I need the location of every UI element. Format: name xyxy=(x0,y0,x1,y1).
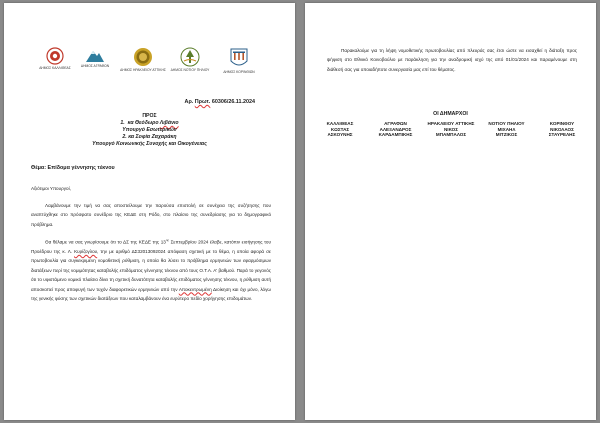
mayors-signatures xyxy=(313,121,589,138)
logo-label: ΔΗΜΟΣ ΚΑΛΛΙΘΕΑΣ xyxy=(39,66,71,70)
paragraph-2 xyxy=(31,236,271,303)
mountain-emblem-icon xyxy=(85,47,105,63)
mayor-signature xyxy=(424,121,478,138)
mayors-heading: ΟΙ ΔΗΜΑΡΧΟΙ xyxy=(433,111,468,117)
mayor-last-name: ΣΤΑΥΡΕΛΗΣ xyxy=(548,132,576,138)
recipient-1-role: Υπουργό Εσωτερικών xyxy=(122,127,177,133)
par2-part-a: Θα θέλαμε να σας γνωρίσουμε ότι το ΔΣ της ΚΕΔΕ της 13 xyxy=(45,239,166,245)
ref-number: 60306/26.11.2024 xyxy=(211,99,255,105)
logo-label: ΔΗΜΟΣ ΗΡΑΚΛΕΙΟΥ ΑΤΤΙΚΗΣ xyxy=(120,68,166,72)
document-page-1 xyxy=(4,3,295,420)
tree-emblem-icon xyxy=(180,47,200,67)
recipient-2: 2. κα Σοφία Ζαχαράκη xyxy=(122,134,177,140)
kallithea-emblem-icon xyxy=(46,47,64,65)
par2-part-c: , την με αριθμό ΔΣ32013092024 απόφαση σχετική με το θέμα, η οποία αφορά σε πρωτοβουλία για συγκεκριμένη νομοθετική ρύθμιση, η οποία θα λύσει το πρόβλημα ερμηνειών των εφαρμόσιμων διατάξεων περί της νομιμότητας καταβολής επιδόματος γέννησης τέκνου από τους Ο.Τ.Α. Α' βαθμού. Παρά το γεγονός ότι το υφιστάμενο νομικό πλαίσιο δίνει τη σχετική δυνατότητα καταβολής επιδόματος γέννησης τέκνου, η ρύθμιση αυτή αποσκοπεί προς αποφυγή των τυχόν διαφορετικών ερμηνειών από την xyxy=(31,248,271,292)
mayor-first-name: ΝΙΚΟΣ xyxy=(443,126,459,132)
mayor-last-name: ΜΠΑΜΠΑΛΟΣ xyxy=(435,132,467,138)
recipient-1-name: Λιβάνιο xyxy=(159,120,179,126)
mayor-first-name: ΚΩΣΤΑΣ xyxy=(330,126,350,132)
recipient-1-title: κα Θεόδωρο xyxy=(127,120,159,126)
seal-emblem-icon xyxy=(133,47,153,67)
recipients-block xyxy=(4,113,295,148)
mayor-signature xyxy=(313,121,367,138)
mayor-first-name: ΜΙΧΑΗΛ xyxy=(497,126,516,132)
logo-label: ΔΗΜΟΣ ΝΟΤΙΟΥ ΠΗΛΙΟΥ xyxy=(170,68,210,72)
greeting: Αξιότιμοι Υπουργοί, xyxy=(31,186,71,191)
document-page-2 xyxy=(305,3,596,420)
par2-superscript: ης xyxy=(165,238,169,242)
par2-part-b: Σεπτεμβρίου 2024 έλαβε, κατόπιν εισήγησης του Προέδρου της κ. Λ. xyxy=(31,239,272,254)
par2-president-name: Κυρίζογλου xyxy=(74,248,98,254)
mayor-municipality: ΑΓΡΑΦΩΝ xyxy=(384,121,407,126)
mayor-municipality: ΝΟΤΙΟΥ ΠΗΛΙΟΥ xyxy=(488,121,525,126)
mayor-municipality: ΚΟΡΙΝΘΟΥ xyxy=(549,121,575,126)
mayor-last-name: ΑΣΚΟΥΝΗΣ xyxy=(327,132,353,138)
ref-prefix: Αρ. xyxy=(184,99,194,105)
logo-korinthos xyxy=(216,47,262,75)
mayor-signature xyxy=(535,121,589,138)
mayor-signature xyxy=(369,121,423,138)
logo-label: ΔΗΜΟΣ ΑΓΡΑΦΩΝ xyxy=(80,64,110,68)
mayor-signature xyxy=(480,121,534,138)
mayor-municipality: ΗΡΑΚΛΕΙΟΥ ΑΤΤΙΚΗΣ xyxy=(427,121,475,126)
par2-underlined-word: Αποκεντρωμένη xyxy=(178,286,212,292)
par2-part-d: Διοίκηση και όχι μόνο, λόγω της γενικής φύσης των σχετικών διατάξεων που καταλαμβάνουν ένα ευρύτερο πεδίο χορήγησης επιδομάτων. xyxy=(31,286,271,301)
logo-irakleio xyxy=(120,47,166,73)
recipient-1 xyxy=(4,120,295,127)
mayor-municipality: ΚΑΛΛΙΘΕΑΣ xyxy=(326,121,354,126)
temple-emblem-icon xyxy=(229,47,249,69)
recipient-1-number: 1. xyxy=(120,120,125,126)
logo-label: ΔΗΜΟΣ ΚΟΡΙΝΘΙΩΝ xyxy=(223,70,255,74)
logo-agrafa xyxy=(72,47,118,69)
letter-subject: Θέμα: Επίδομα γέννησης τέκνου xyxy=(31,165,115,171)
logo-notio-pilio xyxy=(167,47,213,73)
ref-word: Πρωτ. xyxy=(194,99,211,105)
recipients-heading: ΠΡΟΣ xyxy=(142,113,157,119)
closing-paragraph: Παρακαλούμε για τη λήψη νομοθετικής πρωτοβουλίας από πλευράς σας έτσι ώστε να εισαχθεί η διάταξη προς ψήφιση στο Εθνικό Κοινοβούλιο με παράκληση για την αναδρομική ισχύ της από 01/01/2024 και παραμένουμε στη διάθεσή σας για οποιαδήποτε συνεργασία μας επί του θέματος. xyxy=(327,48,577,72)
municipality-logos xyxy=(32,47,277,87)
paragraph-1: Λαμβάνουμε την τιμή να σας αποστείλουμε την παρούσα επιστολή σε συνέχεια της συζήτησης που αναπτύχθηκε στο πρόσφατο συνέδριο της ΚΕΔΕ στη Ρόδο, στο πλαίσιο της συνεδρίασης για το δημογραφικό πρόβλημα. xyxy=(31,203,271,227)
mayor-first-name: ΝΙΚΟΛΑΟΣ xyxy=(550,126,574,132)
protocol-number xyxy=(185,99,255,105)
recipient-2-role: Υπουργό Κοινωνικής Συνοχής και Οικογένειας xyxy=(92,141,207,147)
mayor-last-name: ΜΙΤΖΙΚΟΣ xyxy=(495,132,518,138)
mayor-last-name: ΚΑΡΔΑΜΠΙΚΗΣ xyxy=(378,132,413,138)
mayor-first-name: ΑΛΕΞΑΝΔΡΟΣ xyxy=(379,126,412,132)
